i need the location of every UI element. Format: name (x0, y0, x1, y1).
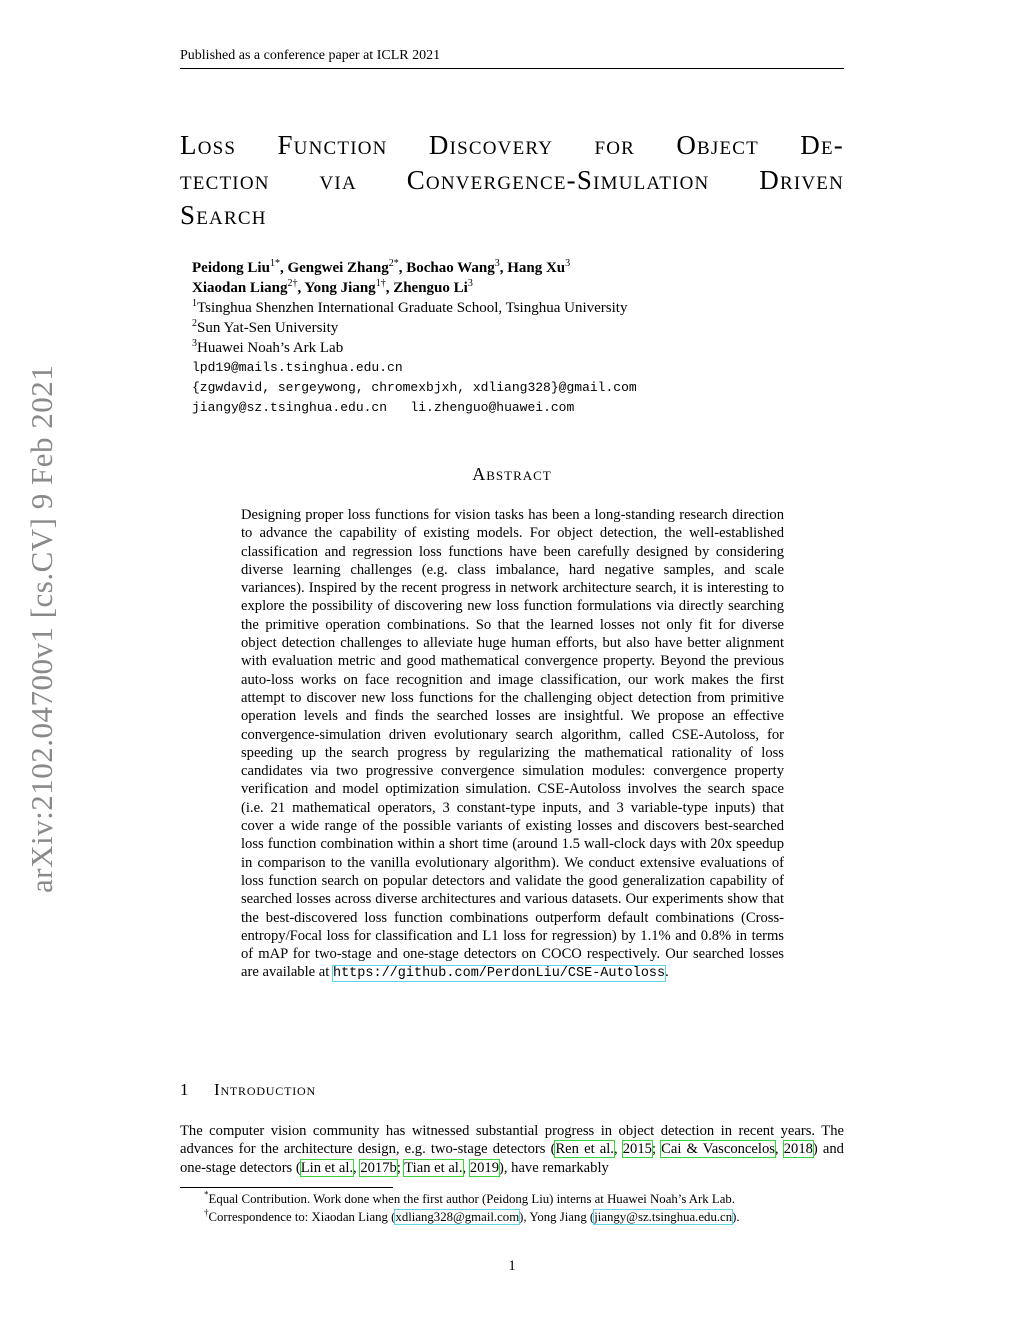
abstract-heading: Abstract (472, 464, 552, 484)
abstract-body (241, 506, 784, 984)
citation-link[interactable]: 2018 (783, 1141, 813, 1158)
abstract-end: . (665, 964, 669, 981)
author-line-2: Xiaodan Liang$^{2\dagger}$, Yong Jiang$^{1\dagger}$, Zhenguo Li$^3$ (192, 278, 473, 296)
affiliation-text: Tsinghua Shenzhen International Graduate School, Tsinghua University (197, 300, 628, 316)
email: jiangy@sz.tsinghua.edu.cn (192, 400, 388, 415)
author-mark: 1* (269, 258, 280, 269)
author-name: Bochao Wang (406, 260, 495, 276)
citation-link[interactable]: Ren et al. (555, 1141, 614, 1158)
footnote-text: Correspondence to: Xiaodan Liang ( (208, 1210, 396, 1224)
author-name: Zhenguo Li (393, 280, 468, 296)
footnote-mark: † (204, 1207, 209, 1218)
citation-separator: , (353, 1159, 361, 1176)
footnote-mark: * (204, 1189, 209, 1200)
header-rule (180, 68, 844, 69)
arxiv-side-stamp: arXiv:2102.04700v1 [cs.CV] 9 Feb 2021 (24, 365, 59, 894)
email-line-3 (192, 398, 832, 418)
footnote-1 (204, 1190, 844, 1208)
affiliation-mark: 2 (192, 318, 197, 329)
citation-separator: , (462, 1159, 470, 1176)
footnote-text: Equal Contribution. Work done when the first author (Peidong Liu) interns at Huawei Noah’s Ark Lab. (208, 1192, 736, 1206)
author-mark: 3 (565, 258, 571, 269)
citation-link[interactable]: Tian et al. (404, 1159, 463, 1176)
affiliation-1 (192, 298, 832, 318)
citation-link[interactable]: Lin et al. (300, 1159, 354, 1176)
citation-link[interactable]: Cai & Vasconcelos (661, 1141, 775, 1158)
email-line-1: lpd19@mails.tsinghua.edu.cn (192, 360, 403, 375)
intro-text: The computer vision community has witnessed substantial progress in object detection in recent years. The advances for the architecture design, e.g. two-stage detectors ( (180, 1123, 844, 1158)
section-heading-introduction (180, 1080, 844, 1100)
email-link[interactable]: xdliang328@gmail.com (395, 1210, 520, 1224)
author-name: Peidong Liu (192, 260, 270, 276)
author-line-1: Peidong Liu$^{1*}$, Gengwei Zhang$^{2*}$, Bochao Wang$^3$, Hang Xu$^3$ (192, 258, 571, 276)
paper-title (180, 128, 844, 233)
github-link[interactable]: https://github.com/PerdonLiu/CSE-Autoloss (332, 966, 666, 982)
footnote-text: ), Yong Jiang ( (519, 1210, 595, 1224)
footnotes (204, 1190, 844, 1226)
author-mark: 1† (375, 278, 386, 289)
citation-link[interactable]: 2015 (622, 1141, 652, 1158)
affiliation-3 (192, 338, 832, 358)
author-name: Gengwei Zhang (287, 260, 389, 276)
author-mark: 3 (467, 278, 473, 289)
title-line-2: tection via Convergence-Simulation Driven (180, 165, 844, 195)
affiliation-mark: 3 (192, 338, 197, 349)
section-number: 1 (180, 1080, 190, 1099)
affiliation-text: Sun Yat-Sen University (197, 320, 339, 336)
affiliation-2 (192, 318, 832, 338)
citation-separator: , (774, 1141, 784, 1158)
affiliation-text: Huawei Noah’s Ark Lab (197, 340, 344, 356)
running-head: Published as a conference paper at ICLR 2021 (180, 48, 441, 63)
author-mark: 3 (494, 258, 500, 269)
email: li.zhenguo@huawei.com (410, 400, 575, 415)
abstract-text: Designing proper loss functions for vision tasks has been a long-standing research direction to advance the capability of existing models. For object detection, the well-established classification and regression loss functions have been carefully designed by considering diverse learning challenges (e.g. class imbalance, hard negative samples, and scale variances). Inspired by the recent progress in network architecture search, it is interesting to explore the possibility of discovering new loss function formulations via directly searching the primitive operation combinations. So that the learned losses not only fit for diverse object detection challenges to alleviate huge human efforts, but also have better alignment with evaluation metric and good mathematical convergence property. Beyond the previous auto-loss works on face recognition and image classification, our work makes the first attempt to discover new loss functions for the challenging object detection from primitive operation levels and finds the searched losses are insightful. We propose an effective convergence-simulation driven evolutionary search algorithm, called CSE-Autoloss, for speeding up the search progress by regularizing the mathematical rationality of loss candidates via two progressive convergence simulation modules: convergence property verification and model optimization simulation. CSE-Autoloss involves the search space (i.e. 21 mathematical operators, 3 constant-type inputs, and 3 variable-type inputs) that cover a wide range of the possible variants of existing losses and discovers best-searched loss function combination within a short time (around 1.5 wall-clock days with 20x speedup in comparison to the vanilla evolutionary algorithm). We conduct extensive evaluations of loss function search on popular detectors and validate the good generalization capability of searched losses across diverse architectures and various datasets. Our experiments show that the best-discovered loss function combinations outperform default combinations (Cross-entropy/Focal loss for classification and L1 loss for regression) by 1.1% and 0.8% in terms of mAP for two-stage and one-stage detectors on COCO respectively. Our searched losses are available at (241, 507, 784, 981)
email-line-2: {zgwdavid, sergeywong, chromexbjxh, xdliang328}@gmail.com (192, 380, 637, 395)
citation-link[interactable]: 2017b (360, 1159, 397, 1176)
author-name: Yong Jiang (304, 280, 376, 296)
citation-link[interactable]: 2019 (469, 1159, 499, 1176)
citation-separator: , (613, 1141, 623, 1158)
author-block (192, 258, 832, 418)
section-title: Introduction (214, 1080, 316, 1099)
footnote-rule (180, 1187, 393, 1188)
title-line-1: Loss Function Discovery for Object De- (180, 130, 844, 160)
title-line-3: Search (180, 200, 267, 230)
author-mark: 2* (388, 258, 399, 269)
footnote-2 (204, 1208, 844, 1226)
affiliation-mark: 1 (192, 298, 197, 309)
citation-separator: ; (396, 1159, 405, 1176)
author-name: Xiaodan Liang (192, 280, 288, 296)
page-number: 1 (508, 1258, 516, 1274)
citation-separator: ; (651, 1141, 662, 1158)
author-mark: 2† (287, 278, 298, 289)
author-name: Hang Xu (507, 260, 566, 276)
intro-text: ) and one-stage detectors ( (180, 1141, 844, 1176)
introduction-paragraph (180, 1122, 844, 1177)
footnote-text: ). (732, 1210, 740, 1224)
email-link[interactable]: jiangy@sz.tsinghua.edu.cn (594, 1210, 733, 1224)
intro-text: ), have remarkably (499, 1159, 609, 1176)
